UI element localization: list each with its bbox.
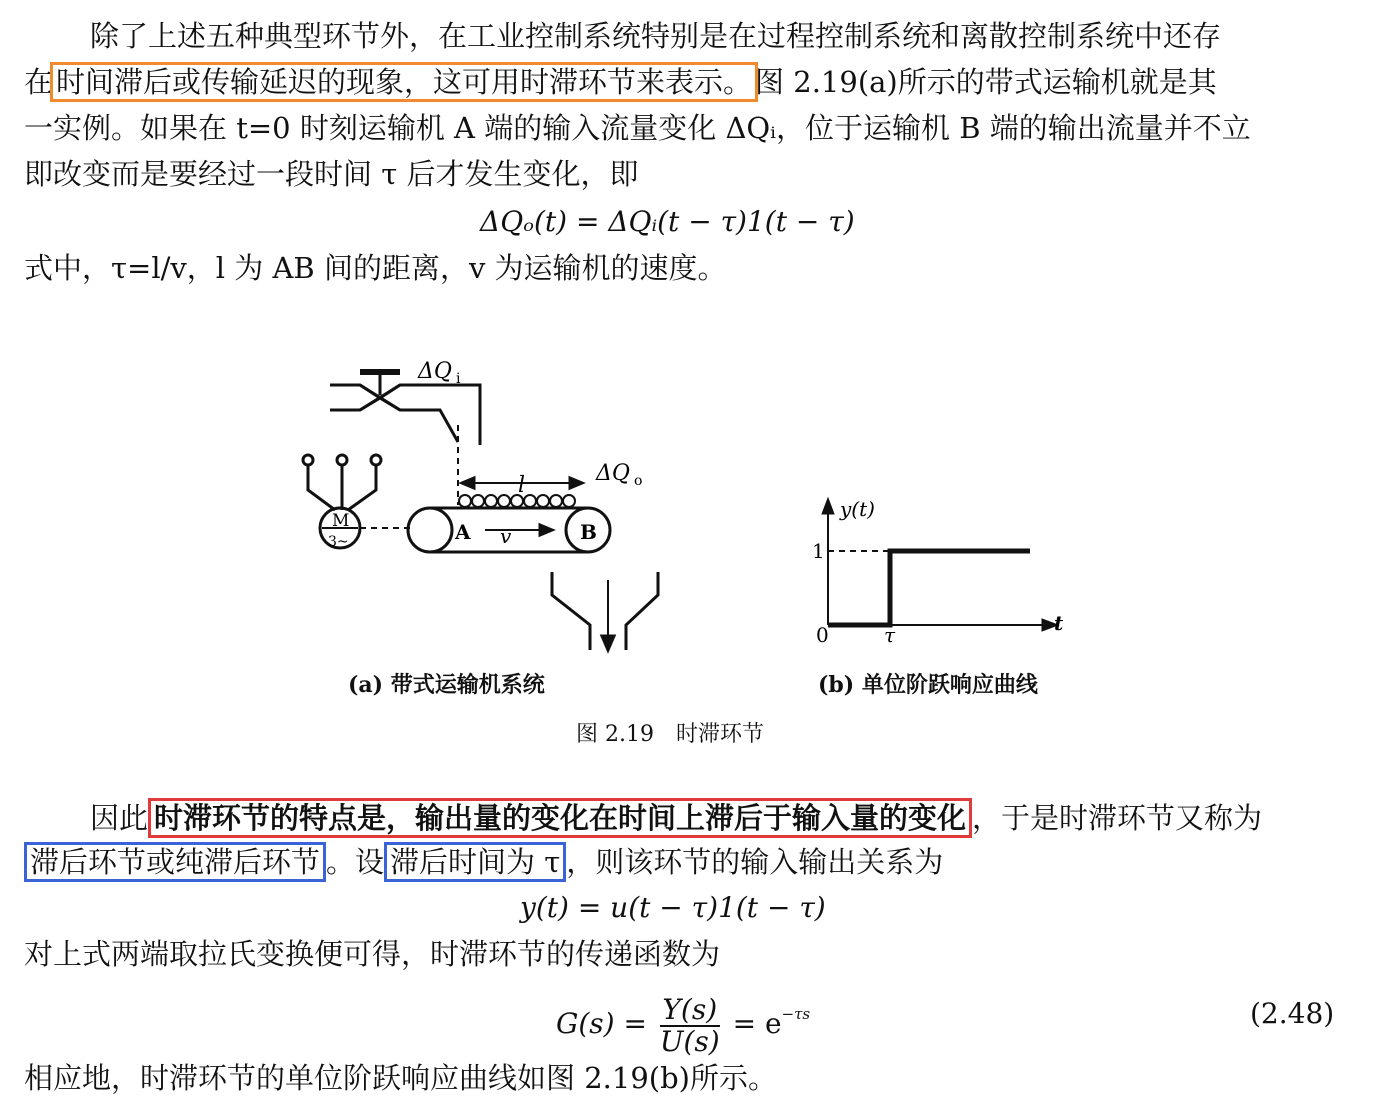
label-dqi-sub: i <box>456 371 461 387</box>
para2-line3: 对上式两端取拉氏变换便可得，时滞环节的传递函数为 <box>24 937 721 971</box>
highlight-orange: 时间滞后或传输延迟的现象，这可用时滞环节来表示。 <box>50 62 758 102</box>
wire-1 <box>308 465 335 510</box>
para1-line2 <box>24 62 1217 102</box>
hopper-right <box>626 572 658 650</box>
label-b: B <box>580 520 597 544</box>
equation-number: (2.48) <box>1250 997 1335 1030</box>
figure-b-step-response <box>800 490 1080 650</box>
para2-line2 <box>24 842 943 882</box>
y-axis-arrow <box>822 498 834 514</box>
highlight-red: 时滞环节的特点是，输出量的变化在时间上滞后于输入量的变化 <box>148 798 972 838</box>
eq3-exponent: −τs <box>781 1005 811 1023</box>
caption-b: (b) 单位阶跃响应曲线 <box>818 672 1038 698</box>
roller-a <box>408 508 452 552</box>
caption-a: (a) 带式运输机系统 <box>348 672 545 698</box>
wire-3 <box>348 465 376 510</box>
eq3-denominator: U(s) <box>659 1024 720 1058</box>
motor-3phase: 3~ <box>328 534 349 550</box>
para2-line1 <box>90 798 1262 838</box>
terminal-1 <box>303 455 313 465</box>
plot-level-1: 1 <box>812 539 825 563</box>
para2-line1-start: 因此 <box>90 801 149 835</box>
material-pieces <box>459 495 575 507</box>
motor-m: M <box>332 511 350 531</box>
highlight-blue-2: 滞后时间为 τ <box>384 842 566 882</box>
para2-line2-mid: 。设 <box>326 845 385 879</box>
plot-origin: 0 <box>816 623 829 647</box>
para2-line2-end: ，则该环节的输入输出关系为 <box>566 845 944 879</box>
eq3-lhs: G(s) = <box>556 1007 647 1040</box>
label-v: v <box>500 524 512 548</box>
label-dqo-sub: o <box>634 473 643 489</box>
para2-line1-end: ，于是时滞环节又称为 <box>972 801 1263 835</box>
para1-line3: 一实例。如果在 t=0 时刻运输机 A 端的输入流量变化 ΔQᵢ，位于运输机 B 端的输出流量并不立 <box>24 111 1251 145</box>
para2-line4: 相应地，时滞环节的单位阶跃响应曲线如图 2.19(b)所示。 <box>24 1061 777 1095</box>
eq3-rhs: = e <box>732 1007 782 1040</box>
eq3-fraction <box>659 992 720 1058</box>
figure-a-conveyor <box>290 350 690 660</box>
plot-t: t <box>1054 611 1064 635</box>
terminal-3 <box>371 455 381 465</box>
step-curve <box>828 551 1030 625</box>
para1-line1: 除了上述五种典型环节外，在工业控制系统特别是在过程控制系统和离散控制系统中还存 <box>90 19 1222 53</box>
eq3-numerator: Y(s) <box>660 995 720 1027</box>
para1-line5: 式中，τ=l/v，l 为 AB 间的距离，v 为运输机的速度。 <box>24 251 727 285</box>
label-a: A <box>455 520 471 544</box>
figure-title: 图 2.19 时滞环节 <box>576 722 764 747</box>
hopper-left <box>552 572 590 650</box>
para1-line2-end: 图 2.19(a)所示的带式运输机就是其 <box>755 65 1217 99</box>
equation-2: y(t) = u(t − τ)1(t − τ) <box>520 891 826 924</box>
label-l: l <box>518 473 526 498</box>
para1-line2-start: 在 <box>24 65 54 99</box>
para1-line4: 即改变而是要经过一段时间 τ 后才发生变化，即 <box>24 157 639 191</box>
terminal-2 <box>337 455 347 465</box>
plot-tau: τ <box>884 623 896 647</box>
equation-1: ΔQₒ(t) = ΔQᵢ(t − τ)1(t − τ) <box>480 205 855 238</box>
label-dqi: ΔQ <box>418 359 452 384</box>
plot-ylabel: y(t) <box>840 497 875 521</box>
label-dqo: ΔQ <box>596 461 630 486</box>
highlight-blue-1: 滞后环节或纯滞后环节 <box>24 842 326 882</box>
equation-3 <box>556 982 810 1057</box>
